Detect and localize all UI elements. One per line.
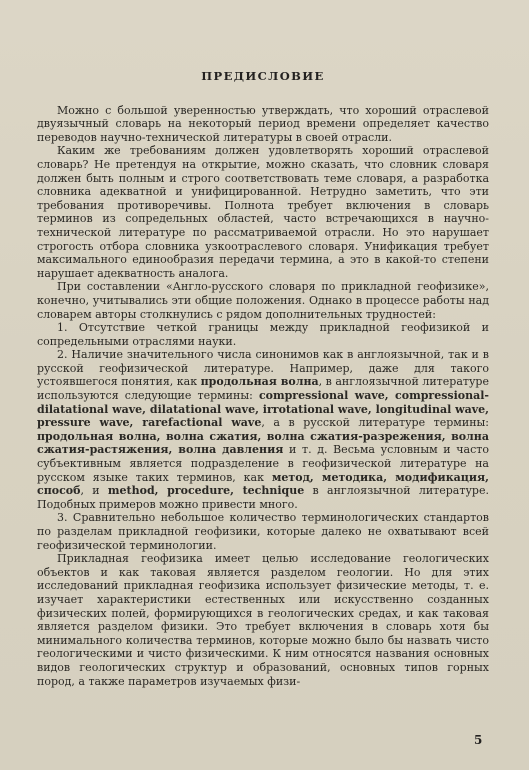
text-block — [37, 70, 489, 688]
term-bold: метод, методика, модификация, способ — [37, 470, 490, 498]
term-bold: compressional wave, compressional-dilatational wave, dilatational wave, irrotational wave, longitudinal wave, pressure wave, rarefactional wave — [37, 389, 489, 430]
text-run: Можно с большой уверенностью утверждать, что хороший отраслевой двуязычный словарь на некоторый период времени определяет качество переводов научно-технической литературы в своей отрасли. — [37, 103, 489, 144]
paragraph — [37, 280, 489, 321]
paragraph — [37, 511, 489, 552]
text-run: При составлении «Англо-русского словаря по прикладной геофизике», конечно, учитывались эти общие положения. Однако в процессе работы над словарем авторы столкнулись с рядом дополнительных трудностей: — [37, 280, 489, 321]
body-text — [37, 104, 489, 689]
term-bold: продольная волна, волна сжатия, волна сжатия-разрежения, волна сжатия-растяжения, волна давления — [37, 429, 489, 457]
page-number: 5 — [474, 733, 483, 747]
term-bold: продольная волна — [200, 375, 319, 389]
text-run: 2. Наличие значительного числа синонимов как в англоязычной, так и в русской геофизической литературе. Например, даже для такого устоявшегося понятия, как — [37, 348, 489, 389]
paragraph — [37, 321, 489, 348]
page-title: ПРЕДИСЛОВИЕ — [201, 69, 325, 83]
text-run: , и — [80, 484, 108, 498]
text-run: 1. Отсутствие четкой границы между прикладной геофизикой и сопредельными отраслями науки. — [37, 321, 489, 348]
text-run: Каким же требованиям должен удовлетворять хороший отраслевой словарь? Не претендуя на открытие, можно сказать, что словник словаря должен быть полным и строго соответствовать теме словаря, а разработка словника адекватной и унифицированной. Нетрудно заметить, что эти требования противоречивы. Полнота требует включения в словарь терминов из сопредельных областей, часто встречающихся в научно-технической литературе по рассматриваемой отрасли. Но это нарушает строгость отбора словника узкоотраслевого словаря. Унификация требует максимального единообразия передачи термина, а это в какой-то степени нарушает адекватность аналога. — [37, 144, 489, 280]
paragraph — [37, 144, 489, 280]
term-bold: method, procedure, technique — [107, 484, 305, 498]
paragraph — [37, 552, 489, 688]
text-run: , а в русской литературе термины: — [261, 416, 489, 430]
text-run: и т. д. Весьма условным и часто субъективным является подразделение в геофизической литературе на русском языке таких терминов, как — [37, 443, 489, 484]
text-run: в англоязычной литературе. Подобных примеров можно привести много. — [37, 484, 489, 511]
paragraph — [37, 348, 489, 511]
text-run: 3. Сравнительно небольшое количество терминологических стандартов по разделам прикладной геофизики, которые далеко не охватывают всей геофизической терминологии. — [37, 511, 489, 552]
text-run: , в англоязычной литературе используются следующие термины: — [37, 375, 489, 403]
text-run: Прикладная геофизика имеет целью исследование геологических объектов и как таковая является разделом геологии. Но для этих исследований прикладная геофизика использует физические методы, т. е. изучает характеристики естественных или искусственно созданных физических полей, формирующихся в геологических средах, и как таковая является разделом физики. Это требует включения в словарь хотя бы минимального количества терминов, которые можно было бы назвать чисто геологическими и чисто физическими. К ним относятся названия основных видов геологических структур и образований, основных типов горных пород, а также параметров изучаемых физи- — [37, 552, 489, 688]
paragraph — [37, 104, 489, 145]
